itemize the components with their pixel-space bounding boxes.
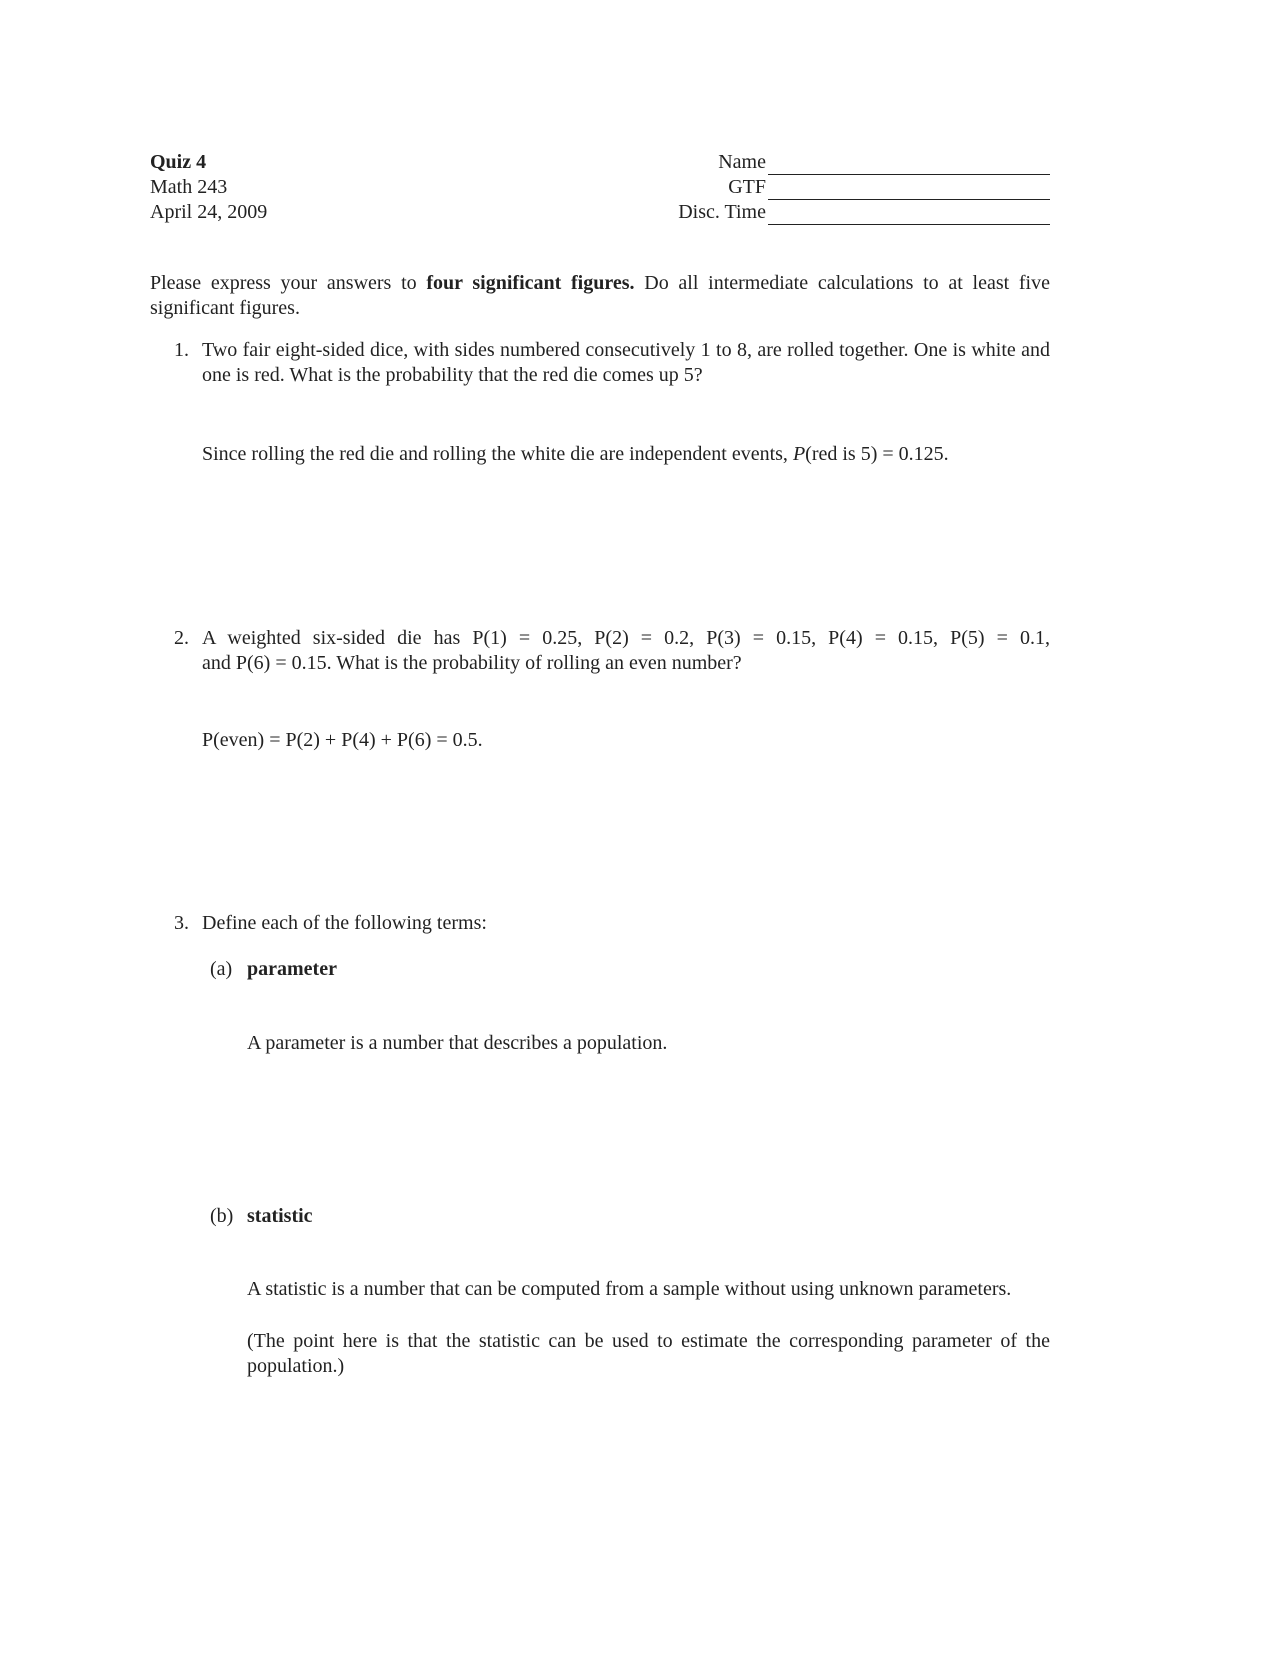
question-1-answer bbox=[202, 442, 1050, 467]
part-b-term: statistic bbox=[247, 1205, 313, 1227]
name-field[interactable] bbox=[640, 150, 1050, 175]
question-1-number: 1. bbox=[174, 339, 189, 361]
disc-time-blank-line[interactable] bbox=[768, 204, 1050, 225]
name-label: Name bbox=[718, 151, 766, 173]
part-a-answer: A parameter is a number that describes a population. bbox=[247, 1032, 668, 1054]
question-3-text: Define each of the following terms: bbox=[202, 912, 487, 934]
instructions-text-1: Please express your answers to bbox=[150, 272, 427, 294]
disc-time-field[interactable] bbox=[640, 200, 1050, 225]
question-2-number: 2. bbox=[174, 627, 189, 649]
part-b-note: (The point here is that the statistic can be used to estimate the corresponding parameter of the population.) bbox=[247, 1330, 1050, 1377]
instructions bbox=[150, 271, 1050, 321]
question-2-text-line-2: and P(6) = 0.15. What is the probability of rolling an even number? bbox=[202, 652, 742, 674]
course-name: Math 243 bbox=[150, 176, 228, 198]
question-3-number: 3. bbox=[174, 912, 189, 934]
part-a-label: (a) bbox=[210, 958, 233, 980]
instructions-bold: four significant figures. bbox=[426, 272, 635, 294]
gtf-blank-line[interactable] bbox=[768, 179, 1050, 200]
answer-1-expression: (red is 5) = 0.125. bbox=[805, 443, 949, 465]
quiz-date: April 24, 2009 bbox=[150, 201, 268, 223]
quiz-title: Quiz 4 bbox=[150, 151, 207, 173]
question-2-text-line-1: A weighted six-sided die has P(1) = 0.25, P(2) = 0.2, P(3) = 0.15, P(4) = 0.15, P(5) = 0.1, bbox=[202, 627, 1050, 649]
answer-1-prefix: Since rolling the red die and rolling the white die are independent events, bbox=[202, 443, 793, 465]
student-info-fields bbox=[640, 150, 1050, 225]
gtf-field[interactable] bbox=[640, 175, 1050, 200]
name-blank-line[interactable] bbox=[768, 154, 1050, 175]
part-a-term: parameter bbox=[247, 958, 337, 980]
question-1-text: Two fair eight-sided dice, with sides numbered consecutively 1 to 8, are rolled together. One is white and one is red. What is the probability that the red die comes up 5? bbox=[202, 339, 1050, 386]
question-2-answer: P(even) = P(2) + P(4) + P(6) = 0.5. bbox=[202, 729, 483, 751]
part-b-label: (b) bbox=[210, 1205, 234, 1227]
quiz-header bbox=[150, 150, 267, 225]
part-b-answer: A statistic is a number that can be computed from a sample without using unknown parameters. bbox=[247, 1278, 1012, 1300]
disc-time-label: Disc. Time bbox=[678, 201, 766, 223]
gtf-label: GTF bbox=[728, 176, 766, 198]
instructions-text-2: Do all intermediate calculations to at least five significant figures. bbox=[150, 272, 1050, 319]
answer-1-prob-symbol: P bbox=[792, 443, 806, 465]
